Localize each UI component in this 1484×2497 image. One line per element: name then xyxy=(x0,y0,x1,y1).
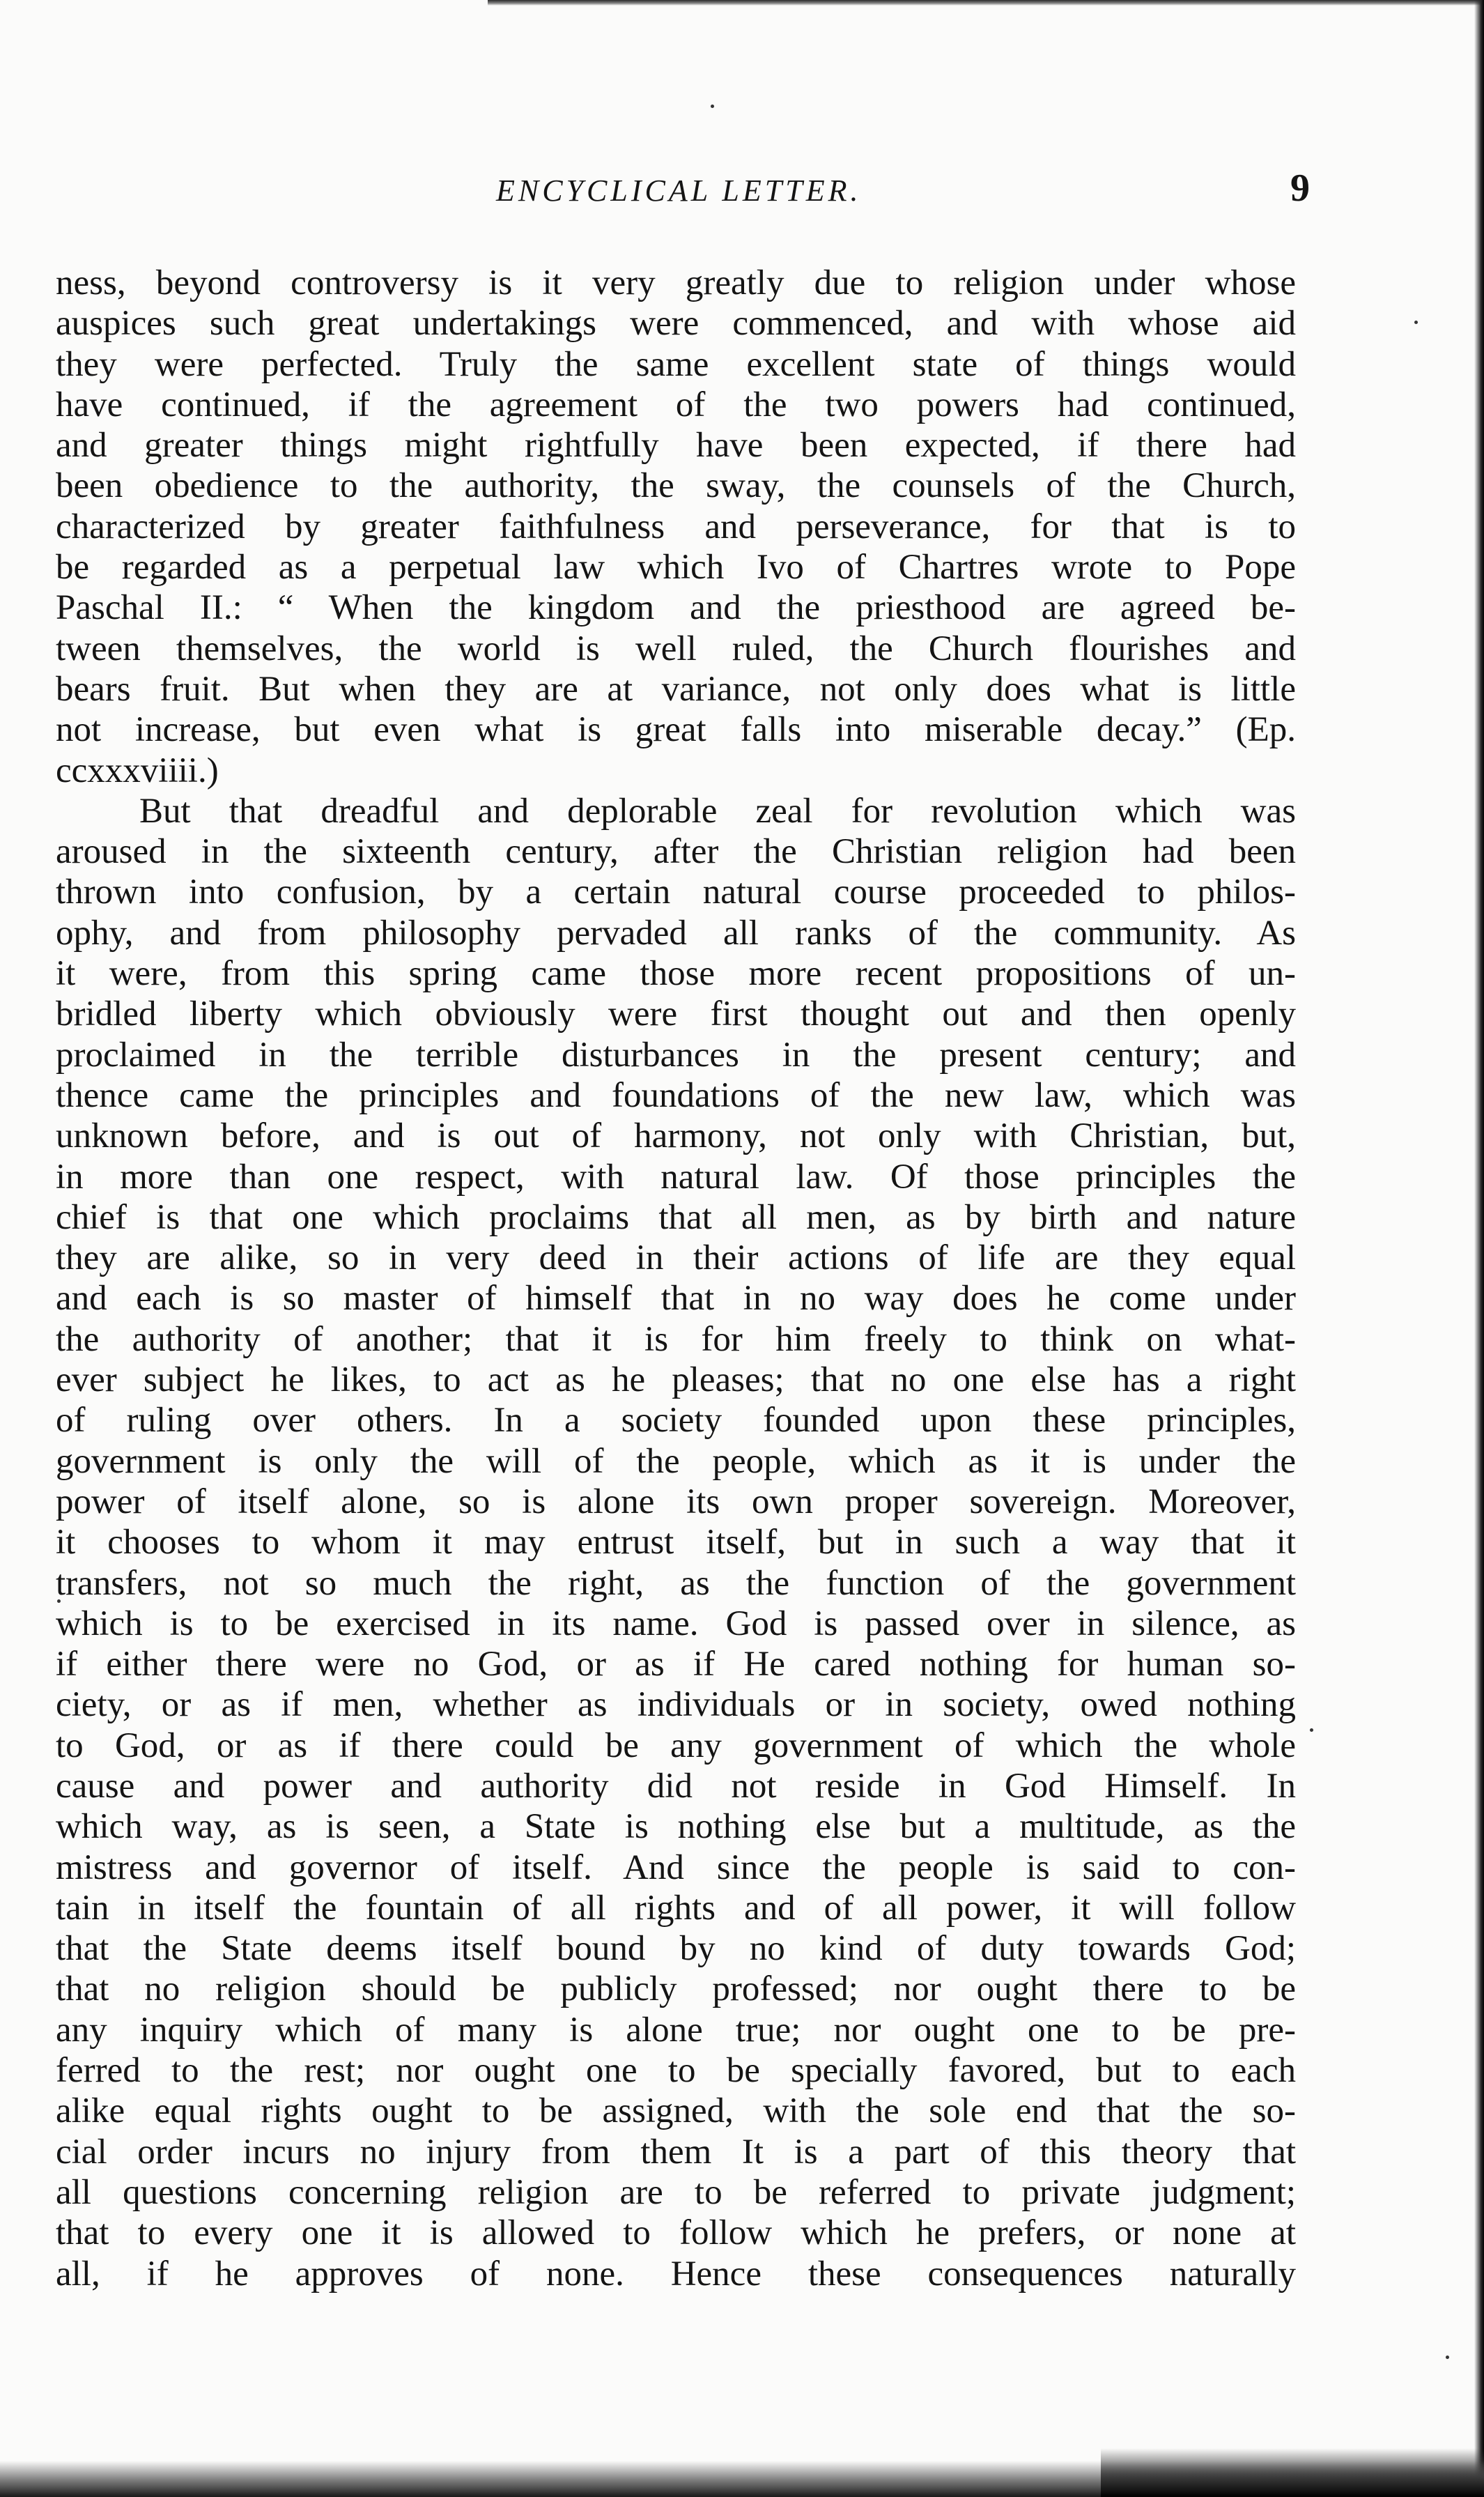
paper-speck xyxy=(1310,1728,1313,1732)
text-line: ferred to the rest; nor ought one to be specially favored, but to each xyxy=(56,2051,1296,2091)
text-line: it were, from this spring came those more recent propositions of un- xyxy=(56,954,1296,994)
running-title: ENCYCLICAL LETTER. xyxy=(496,174,862,208)
text-line: government is only the will of the people, which as it is under the xyxy=(56,1441,1296,1481)
text-line: bridled liberty which obviously were first thought out and then openly xyxy=(56,994,1296,1034)
text-line: not increase, but even what is great falls into miserable decay.” (Ep. xyxy=(56,710,1296,750)
text-line: be regarded as a perpetual law which Ivo of Chartres wrote to Pope xyxy=(56,548,1296,587)
text-line: tween themselves, the world is well ruled, the Church flourishes and xyxy=(56,629,1296,668)
text-line: bears fruit. But when they are at variance, not only does what is little xyxy=(56,669,1296,709)
right-page-edge xyxy=(1474,0,1484,2497)
paper-speck xyxy=(1446,2356,1449,2359)
text-line: tain in itself the fountain of all rights and of all power, it will follow xyxy=(56,1888,1296,1928)
text-line: it chooses to whom it may entrust itself, but in such a way that it xyxy=(56,1523,1296,1562)
text-line: and greater things might rightfully have been expected, if there had xyxy=(56,426,1296,466)
text-line: thence came the principles and foundations of the new law, which was xyxy=(56,1075,1296,1115)
text-line: of ruling over others. In a society founded upon these principles, xyxy=(56,1401,1296,1440)
text-line: aroused in the sixteenth century, after the Christian religion had been xyxy=(56,832,1296,872)
page-header xyxy=(56,166,1310,215)
bottom-right-shadow xyxy=(1101,2448,1484,2497)
text-line: chief is that one which proclaims that all men, as by birth and nature xyxy=(56,1197,1296,1237)
text-line: and each is so master of himself that in no way does he come under xyxy=(56,1279,1296,1319)
text-line: ciety, or as if men, whether as individuals or in society, owed nothing xyxy=(56,1685,1296,1725)
text-line: all questions concerning religion are to be referred to private judgment; xyxy=(56,2172,1296,2212)
text-line: alike equal rights ought to be assigned, with the sole end that the so- xyxy=(56,2091,1296,2131)
text-line: that to every one it is allowed to follow which he prefers, or none at xyxy=(56,2213,1296,2253)
text-line: all, if he approves of none. Hence these consequences naturally xyxy=(56,2254,1296,2294)
paper-speck xyxy=(1414,321,1418,324)
text-line: thrown into confusion, by a certain natural course proceeded to philos- xyxy=(56,873,1296,912)
paragraph-start-line: But that dreadful and deplorable zeal for revolution which was xyxy=(139,791,1296,831)
top-edge-rule xyxy=(488,0,1484,6)
text-line: in more than one respect, with natural law. Of those principles the xyxy=(56,1157,1296,1197)
page-number: 9 xyxy=(1290,167,1310,210)
text-line: they are alike, so in very deed in their actions of life are they equal xyxy=(56,1238,1296,1278)
text-line: ever subject he likes, to act as he pleases; that no one else has a right xyxy=(56,1360,1296,1400)
text-line: to God, or as if there could be any government of which the whole xyxy=(56,1726,1296,1765)
text-line: ophy, and from philosophy pervaded all ranks of the community. As xyxy=(56,913,1296,953)
text-line: which is to be exercised in its name. God is passed over in silence, as xyxy=(56,1604,1296,1643)
text-line: auspices such great undertakings were commenced, and with whose aid xyxy=(56,304,1296,344)
text-line: the authority of another; that it is for him freely to think on what- xyxy=(56,1319,1296,1359)
text-line: any inquiry which of many is alone true; nor ought one to be pre- xyxy=(56,2010,1296,2050)
text-line: they were perfected. Truly the same excellent state of things would xyxy=(56,344,1296,384)
text-line: unknown before, and is out of harmony, not only with Christian, but, xyxy=(56,1116,1296,1156)
text-line: transfers, not so much the right, as the function of the government xyxy=(56,1563,1296,1603)
text-line: been obedience to the authority, the sway, the counsels of the Church, xyxy=(56,466,1296,506)
text-line: ness, beyond controversy is it very greatly due to religion under whose xyxy=(56,263,1296,302)
text-line: power of itself alone, so is alone its own proper sovereign. Moreover, xyxy=(56,1482,1296,1521)
text-line: that the State deems itself bound by no kind of duty towards God; xyxy=(56,1929,1296,1969)
text-line: have continued, if the agreement of the two powers had continued, xyxy=(56,385,1296,424)
text-line: mistress and governor of itself. And since the people is said to con- xyxy=(56,1847,1296,1887)
text-line: if either there were no God, or as if He cared nothing for human so- xyxy=(56,1645,1296,1684)
text-line: cial order incurs no injury from them It is a part of this theory that xyxy=(56,2132,1296,2172)
text-line: ccxxxviiii.) xyxy=(56,751,219,790)
text-line: cause and power and authority did not reside in God Himself. In xyxy=(56,1766,1296,1806)
text-line: characterized by greater faithfulness and perseverance, for that is to xyxy=(56,507,1296,546)
text-line: Paschal II.: “ When the kingdom and the priesthood are agreed be- xyxy=(56,588,1296,628)
paper-speck xyxy=(711,105,714,108)
text-line: proclaimed in the terrible disturbances in the present century; and xyxy=(56,1035,1296,1075)
text-line: which way, as is seen, a State is nothing else but a multitude, as the xyxy=(56,1807,1296,1847)
text-line: that no religion should be publicly professed; nor ought there to be xyxy=(56,1969,1296,2009)
body-text xyxy=(56,263,1296,2294)
